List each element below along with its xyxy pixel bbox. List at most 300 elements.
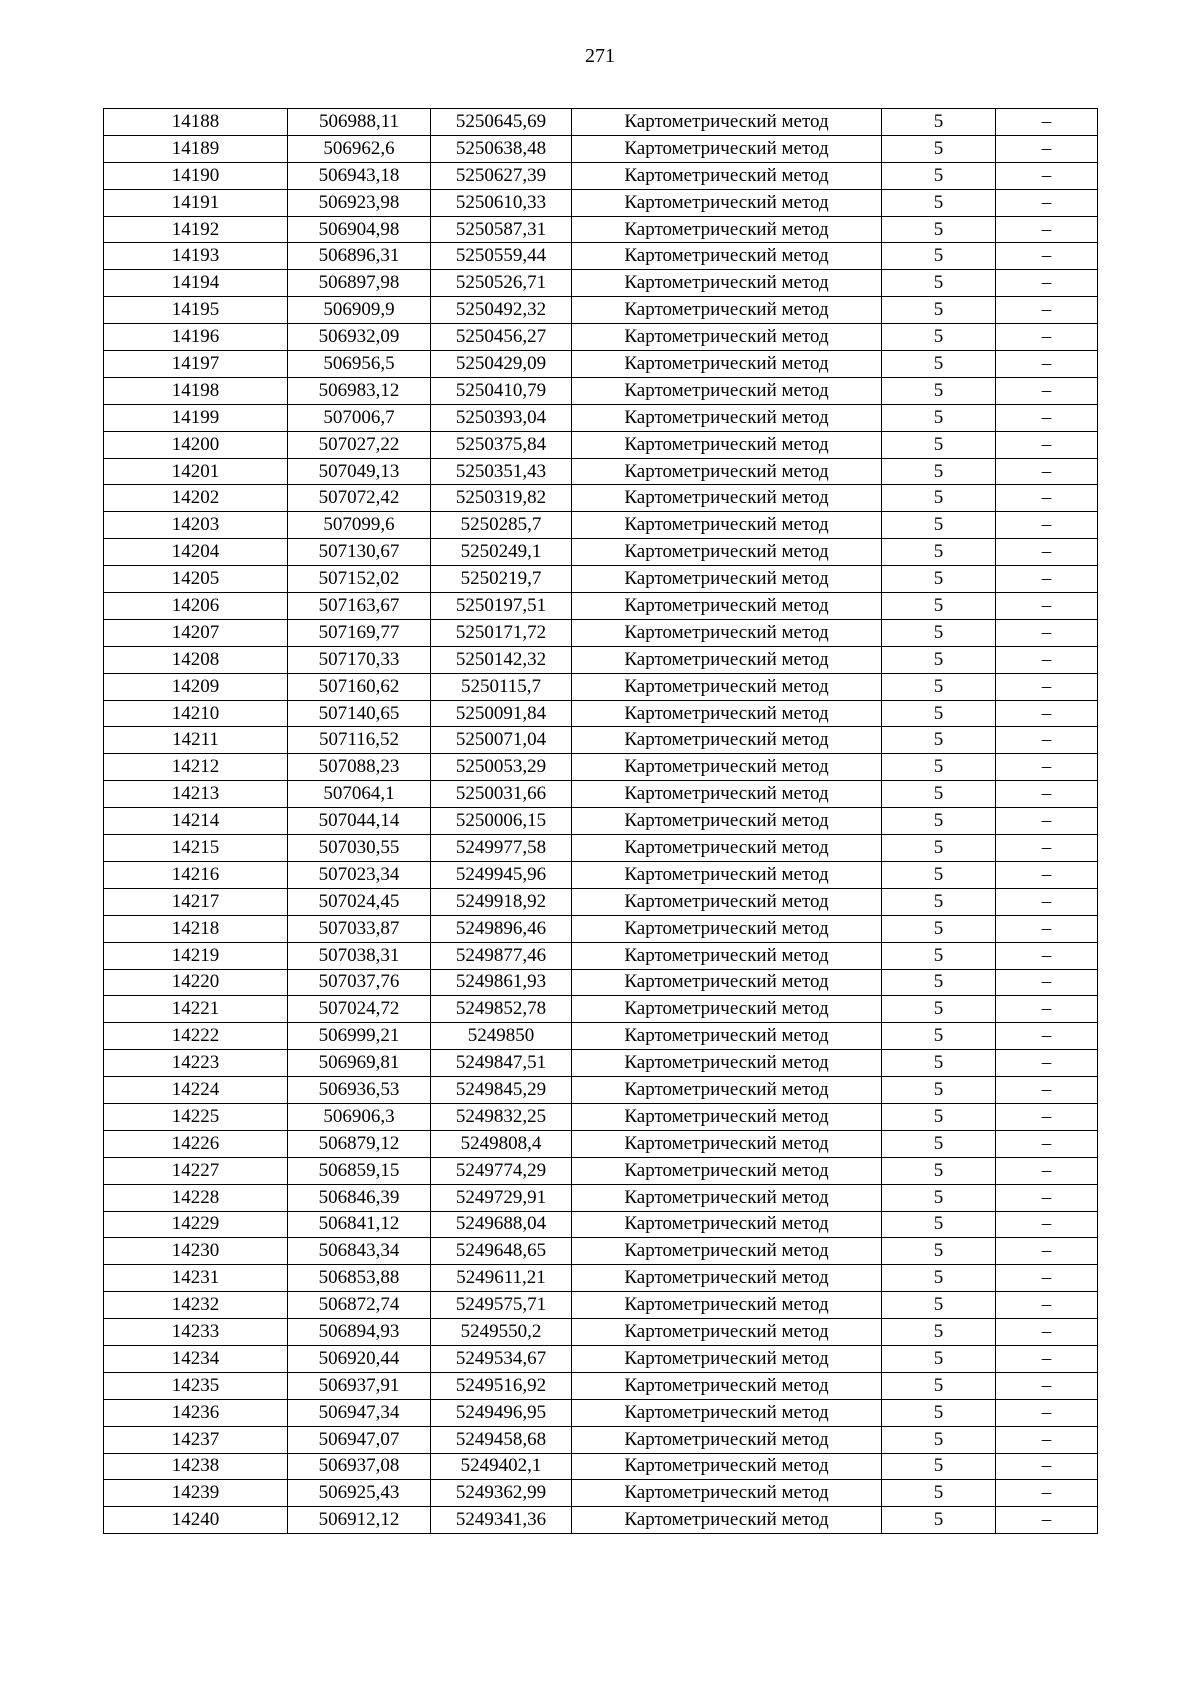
table-row — [104, 1050, 1098, 1077]
accuracy-cell: 5 — [882, 1319, 996, 1346]
description-cell: – — [996, 135, 1098, 162]
method-cell: Картометрический метод — [572, 1265, 882, 1292]
y-coordinate-cell: 5250610,33 — [431, 189, 572, 216]
method-cell: Картометрический метод — [572, 377, 882, 404]
accuracy-cell: 5 — [882, 593, 996, 620]
y-coordinate-cell: 5250171,72 — [431, 619, 572, 646]
description-cell: – — [996, 1184, 1098, 1211]
method-cell: Картометрический метод — [572, 942, 882, 969]
description-cell: – — [996, 808, 1098, 835]
table-row — [104, 835, 1098, 862]
description-cell: – — [996, 109, 1098, 136]
y-coordinate-cell: 5249945,96 — [431, 861, 572, 888]
method-cell: Картометрический метод — [572, 270, 882, 297]
table-row — [104, 1184, 1098, 1211]
description-cell: – — [996, 996, 1098, 1023]
method-cell: Картометрический метод — [572, 673, 882, 700]
accuracy-cell: 5 — [882, 888, 996, 915]
table-row — [104, 888, 1098, 915]
method-cell: Картометрический метод — [572, 1399, 882, 1426]
method-cell: Картометрический метод — [572, 109, 882, 136]
y-coordinate-cell: 5250393,04 — [431, 404, 572, 431]
table-row — [104, 1426, 1098, 1453]
method-cell: Картометрический метод — [572, 996, 882, 1023]
point-number-cell: 14233 — [104, 1319, 288, 1346]
method-cell: Картометрический метод — [572, 485, 882, 512]
method-cell: Картометрический метод — [572, 861, 882, 888]
y-coordinate-cell: 5250492,32 — [431, 297, 572, 324]
method-cell: Картометрический метод — [572, 915, 882, 942]
point-number-cell: 14208 — [104, 646, 288, 673]
method-cell: Картометрический метод — [572, 566, 882, 593]
accuracy-cell: 5 — [882, 1238, 996, 1265]
y-coordinate-cell: 5249729,91 — [431, 1184, 572, 1211]
y-coordinate-cell: 5250142,32 — [431, 646, 572, 673]
description-cell: – — [996, 1265, 1098, 1292]
x-coordinate-cell: 507006,7 — [288, 404, 431, 431]
y-coordinate-cell: 5249877,46 — [431, 942, 572, 969]
x-coordinate-cell: 507023,34 — [288, 861, 431, 888]
point-number-cell: 14212 — [104, 754, 288, 781]
y-coordinate-cell: 5250091,84 — [431, 700, 572, 727]
table-row — [104, 1399, 1098, 1426]
coordinates-table — [103, 108, 1098, 1534]
method-cell: Картометрический метод — [572, 1453, 882, 1480]
y-coordinate-cell: 5250410,79 — [431, 377, 572, 404]
description-cell: – — [996, 754, 1098, 781]
point-number-cell: 14200 — [104, 431, 288, 458]
y-coordinate-cell: 5250053,29 — [431, 754, 572, 781]
method-cell: Картометрический метод — [572, 1507, 882, 1534]
y-coordinate-cell: 5249516,92 — [431, 1372, 572, 1399]
table-row — [104, 458, 1098, 485]
description-cell: – — [996, 1426, 1098, 1453]
y-coordinate-cell: 5249861,93 — [431, 969, 572, 996]
table-row — [104, 189, 1098, 216]
method-cell: Картометрический метод — [572, 1184, 882, 1211]
x-coordinate-cell: 507140,65 — [288, 700, 431, 727]
y-coordinate-cell: 5249918,92 — [431, 888, 572, 915]
table-row — [104, 1265, 1098, 1292]
method-cell: Картометрический метод — [572, 888, 882, 915]
accuracy-cell: 5 — [882, 1480, 996, 1507]
accuracy-cell: 5 — [882, 646, 996, 673]
y-coordinate-cell: 5249550,2 — [431, 1319, 572, 1346]
method-cell: Картометрический метод — [572, 1372, 882, 1399]
page-number: 271 — [585, 45, 615, 67]
point-number-cell: 14195 — [104, 297, 288, 324]
accuracy-cell: 5 — [882, 1292, 996, 1319]
y-coordinate-cell: 5249688,04 — [431, 1211, 572, 1238]
x-coordinate-cell: 506932,09 — [288, 324, 431, 351]
method-cell: Картометрический метод — [572, 1050, 882, 1077]
y-coordinate-cell: 5249977,58 — [431, 835, 572, 862]
accuracy-cell: 5 — [882, 1130, 996, 1157]
x-coordinate-cell: 506912,12 — [288, 1507, 431, 1534]
method-cell: Картометрический метод — [572, 808, 882, 835]
point-number-cell: 14215 — [104, 835, 288, 862]
point-number-cell: 14204 — [104, 539, 288, 566]
table-row — [104, 646, 1098, 673]
accuracy-cell: 5 — [882, 1399, 996, 1426]
accuracy-cell: 5 — [882, 377, 996, 404]
method-cell: Картометрический метод — [572, 1480, 882, 1507]
point-number-cell: 14236 — [104, 1399, 288, 1426]
point-number-cell: 14217 — [104, 888, 288, 915]
table-row — [104, 1372, 1098, 1399]
x-coordinate-cell: 506904,98 — [288, 216, 431, 243]
y-coordinate-cell: 5250219,7 — [431, 566, 572, 593]
table-row — [104, 539, 1098, 566]
description-cell: – — [996, 1399, 1098, 1426]
accuracy-cell: 5 — [882, 109, 996, 136]
x-coordinate-cell: 506843,34 — [288, 1238, 431, 1265]
y-coordinate-cell: 5249808,4 — [431, 1130, 572, 1157]
accuracy-cell: 5 — [882, 969, 996, 996]
description-cell: – — [996, 1023, 1098, 1050]
point-number-cell: 14202 — [104, 485, 288, 512]
method-cell: Картометрический метод — [572, 189, 882, 216]
x-coordinate-cell: 507160,62 — [288, 673, 431, 700]
x-coordinate-cell: 507033,87 — [288, 915, 431, 942]
description-cell: – — [996, 1345, 1098, 1372]
accuracy-cell: 5 — [882, 1211, 996, 1238]
table-row — [104, 593, 1098, 620]
y-coordinate-cell: 5249845,29 — [431, 1077, 572, 1104]
y-coordinate-cell: 5250006,15 — [431, 808, 572, 835]
y-coordinate-cell: 5249832,25 — [431, 1103, 572, 1130]
accuracy-cell: 5 — [882, 915, 996, 942]
x-coordinate-cell: 507037,76 — [288, 969, 431, 996]
x-coordinate-cell: 506923,98 — [288, 189, 431, 216]
point-number-cell: 14230 — [104, 1238, 288, 1265]
y-coordinate-cell: 5250587,31 — [431, 216, 572, 243]
x-coordinate-cell: 506983,12 — [288, 377, 431, 404]
description-cell: – — [996, 377, 1098, 404]
method-cell: Картометрический метод — [572, 512, 882, 539]
table-row — [104, 297, 1098, 324]
coordinates-table-body — [104, 109, 1098, 1534]
accuracy-cell: 5 — [882, 1453, 996, 1480]
description-cell: – — [996, 888, 1098, 915]
x-coordinate-cell: 506943,18 — [288, 162, 431, 189]
y-coordinate-cell: 5249341,36 — [431, 1507, 572, 1534]
table-row — [104, 996, 1098, 1023]
table-row — [104, 243, 1098, 270]
table-row — [104, 781, 1098, 808]
y-coordinate-cell: 5249402,1 — [431, 1453, 572, 1480]
accuracy-cell: 5 — [882, 189, 996, 216]
description-cell: – — [996, 1077, 1098, 1104]
point-number-cell: 14229 — [104, 1211, 288, 1238]
description-cell: – — [996, 539, 1098, 566]
y-coordinate-cell: 5249847,51 — [431, 1050, 572, 1077]
x-coordinate-cell: 506936,53 — [288, 1077, 431, 1104]
method-cell: Картометрический метод — [572, 162, 882, 189]
table-row — [104, 431, 1098, 458]
y-coordinate-cell: 5250638,48 — [431, 135, 572, 162]
point-number-cell: 14225 — [104, 1103, 288, 1130]
table-row — [104, 1023, 1098, 1050]
point-number-cell: 14221 — [104, 996, 288, 1023]
point-number-cell: 14240 — [104, 1507, 288, 1534]
accuracy-cell: 5 — [882, 485, 996, 512]
point-number-cell: 14199 — [104, 404, 288, 431]
description-cell: – — [996, 915, 1098, 942]
table-row — [104, 1130, 1098, 1157]
x-coordinate-cell: 506872,74 — [288, 1292, 431, 1319]
accuracy-cell: 5 — [882, 1077, 996, 1104]
y-coordinate-cell: 5250197,51 — [431, 593, 572, 620]
x-coordinate-cell: 507064,1 — [288, 781, 431, 808]
point-number-cell: 14197 — [104, 351, 288, 378]
description-cell: – — [996, 189, 1098, 216]
accuracy-cell: 5 — [882, 1103, 996, 1130]
table-row — [104, 1292, 1098, 1319]
description-cell: – — [996, 485, 1098, 512]
description-cell: – — [996, 727, 1098, 754]
x-coordinate-cell: 507049,13 — [288, 458, 431, 485]
point-number-cell: 14220 — [104, 969, 288, 996]
point-number-cell: 14198 — [104, 377, 288, 404]
y-coordinate-cell: 5250249,1 — [431, 539, 572, 566]
table-row — [104, 673, 1098, 700]
table-row — [104, 1319, 1098, 1346]
table-row — [104, 109, 1098, 136]
point-number-cell: 14206 — [104, 593, 288, 620]
x-coordinate-cell: 507152,02 — [288, 566, 431, 593]
method-cell: Картометрический метод — [572, 539, 882, 566]
y-coordinate-cell: 5250429,09 — [431, 351, 572, 378]
accuracy-cell: 5 — [882, 942, 996, 969]
x-coordinate-cell: 506879,12 — [288, 1130, 431, 1157]
point-number-cell: 14223 — [104, 1050, 288, 1077]
table-row — [104, 1507, 1098, 1534]
table-row — [104, 324, 1098, 351]
description-cell: – — [996, 324, 1098, 351]
point-number-cell: 14219 — [104, 942, 288, 969]
point-number-cell: 14191 — [104, 189, 288, 216]
description-cell: – — [996, 1238, 1098, 1265]
accuracy-cell: 5 — [882, 754, 996, 781]
accuracy-cell: 5 — [882, 1023, 996, 1050]
accuracy-cell: 5 — [882, 458, 996, 485]
point-number-cell: 14238 — [104, 1453, 288, 1480]
x-coordinate-cell: 506894,93 — [288, 1319, 431, 1346]
description-cell: – — [996, 1507, 1098, 1534]
description-cell: – — [996, 673, 1098, 700]
table-row — [104, 1453, 1098, 1480]
y-coordinate-cell: 5250456,27 — [431, 324, 572, 351]
x-coordinate-cell: 507099,6 — [288, 512, 431, 539]
description-cell: – — [996, 646, 1098, 673]
accuracy-cell: 5 — [882, 297, 996, 324]
y-coordinate-cell: 5249896,46 — [431, 915, 572, 942]
point-number-cell: 14193 — [104, 243, 288, 270]
accuracy-cell: 5 — [882, 673, 996, 700]
x-coordinate-cell: 507038,31 — [288, 942, 431, 969]
x-coordinate-cell: 506897,98 — [288, 270, 431, 297]
table-row — [104, 1211, 1098, 1238]
method-cell: Картометрический метод — [572, 1077, 882, 1104]
point-number-cell: 14234 — [104, 1345, 288, 1372]
x-coordinate-cell: 506853,88 — [288, 1265, 431, 1292]
y-coordinate-cell: 5249852,78 — [431, 996, 572, 1023]
x-coordinate-cell: 507088,23 — [288, 754, 431, 781]
accuracy-cell: 5 — [882, 619, 996, 646]
y-coordinate-cell: 5249611,21 — [431, 1265, 572, 1292]
description-cell: – — [996, 781, 1098, 808]
description-cell: – — [996, 593, 1098, 620]
description-cell: – — [996, 1292, 1098, 1319]
description-cell: – — [996, 1453, 1098, 1480]
y-coordinate-cell: 5250375,84 — [431, 431, 572, 458]
description-cell: – — [996, 351, 1098, 378]
description-cell: – — [996, 512, 1098, 539]
point-number-cell: 14216 — [104, 861, 288, 888]
point-number-cell: 14214 — [104, 808, 288, 835]
table-row — [104, 969, 1098, 996]
y-coordinate-cell: 5249850 — [431, 1023, 572, 1050]
method-cell: Картометрический метод — [572, 243, 882, 270]
description-cell: – — [996, 861, 1098, 888]
point-number-cell: 14205 — [104, 566, 288, 593]
method-cell: Картометрический метод — [572, 646, 882, 673]
y-coordinate-cell: 5249575,71 — [431, 1292, 572, 1319]
y-coordinate-cell: 5250351,43 — [431, 458, 572, 485]
method-cell: Картометрический метод — [572, 969, 882, 996]
y-coordinate-cell: 5250627,39 — [431, 162, 572, 189]
description-cell: – — [996, 162, 1098, 189]
table-row — [104, 270, 1098, 297]
method-cell: Картометрический метод — [572, 619, 882, 646]
table-row — [104, 216, 1098, 243]
y-coordinate-cell: 5250285,7 — [431, 512, 572, 539]
x-coordinate-cell: 506841,12 — [288, 1211, 431, 1238]
table-row — [104, 1157, 1098, 1184]
y-coordinate-cell: 5250031,66 — [431, 781, 572, 808]
accuracy-cell: 5 — [882, 216, 996, 243]
x-coordinate-cell: 507027,22 — [288, 431, 431, 458]
accuracy-cell: 5 — [882, 539, 996, 566]
accuracy-cell: 5 — [882, 1507, 996, 1534]
table-row — [104, 512, 1098, 539]
accuracy-cell: 5 — [882, 861, 996, 888]
description-cell: – — [996, 1130, 1098, 1157]
point-number-cell: 14211 — [104, 727, 288, 754]
point-number-cell: 14226 — [104, 1130, 288, 1157]
table-row — [104, 135, 1098, 162]
method-cell: Картометрический метод — [572, 1103, 882, 1130]
description-cell: – — [996, 216, 1098, 243]
accuracy-cell: 5 — [882, 835, 996, 862]
point-number-cell: 14232 — [104, 1292, 288, 1319]
table-row — [104, 377, 1098, 404]
point-number-cell: 14213 — [104, 781, 288, 808]
method-cell: Картометрический метод — [572, 727, 882, 754]
table-row — [104, 1238, 1098, 1265]
point-number-cell: 14194 — [104, 270, 288, 297]
method-cell: Картометрический метод — [572, 1292, 882, 1319]
x-coordinate-cell: 506947,07 — [288, 1426, 431, 1453]
y-coordinate-cell: 5250319,82 — [431, 485, 572, 512]
x-coordinate-cell: 506859,15 — [288, 1157, 431, 1184]
accuracy-cell: 5 — [882, 351, 996, 378]
method-cell: Картометрический метод — [572, 1319, 882, 1346]
x-coordinate-cell: 506906,3 — [288, 1103, 431, 1130]
description-cell: – — [996, 1319, 1098, 1346]
method-cell: Картометрический метод — [572, 216, 882, 243]
description-cell: – — [996, 700, 1098, 727]
accuracy-cell: 5 — [882, 404, 996, 431]
x-coordinate-cell: 506925,43 — [288, 1480, 431, 1507]
x-coordinate-cell: 506896,31 — [288, 243, 431, 270]
x-coordinate-cell: 506947,34 — [288, 1399, 431, 1426]
method-cell: Картометрический метод — [572, 404, 882, 431]
x-coordinate-cell: 507044,14 — [288, 808, 431, 835]
point-number-cell: 14224 — [104, 1077, 288, 1104]
method-cell: Картометрический метод — [572, 1345, 882, 1372]
description-cell: – — [996, 458, 1098, 485]
table-row — [104, 619, 1098, 646]
point-number-cell: 14190 — [104, 162, 288, 189]
description-cell: – — [996, 835, 1098, 862]
y-coordinate-cell: 5249774,29 — [431, 1157, 572, 1184]
y-coordinate-cell: 5250115,7 — [431, 673, 572, 700]
y-coordinate-cell: 5249362,99 — [431, 1480, 572, 1507]
accuracy-cell: 5 — [882, 996, 996, 1023]
table-row — [104, 1077, 1098, 1104]
accuracy-cell: 5 — [882, 135, 996, 162]
table-row — [104, 942, 1098, 969]
x-coordinate-cell: 506920,44 — [288, 1345, 431, 1372]
accuracy-cell: 5 — [882, 431, 996, 458]
table-row — [104, 808, 1098, 835]
y-coordinate-cell: 5249496,95 — [431, 1399, 572, 1426]
method-cell: Картометрический метод — [572, 297, 882, 324]
accuracy-cell: 5 — [882, 1426, 996, 1453]
method-cell: Картометрический метод — [572, 458, 882, 485]
description-cell: – — [996, 969, 1098, 996]
x-coordinate-cell: 507170,33 — [288, 646, 431, 673]
accuracy-cell: 5 — [882, 1184, 996, 1211]
description-cell: – — [996, 1050, 1098, 1077]
description-cell: – — [996, 1103, 1098, 1130]
table-row — [104, 162, 1098, 189]
description-cell: – — [996, 619, 1098, 646]
accuracy-cell: 5 — [882, 162, 996, 189]
description-cell: – — [996, 1157, 1098, 1184]
accuracy-cell: 5 — [882, 270, 996, 297]
point-number-cell: 14239 — [104, 1480, 288, 1507]
method-cell: Картометрический метод — [572, 135, 882, 162]
point-number-cell: 14222 — [104, 1023, 288, 1050]
table-row — [104, 351, 1098, 378]
accuracy-cell: 5 — [882, 1372, 996, 1399]
description-cell: – — [996, 1480, 1098, 1507]
table-row — [104, 1345, 1098, 1372]
method-cell: Картометрический метод — [572, 1238, 882, 1265]
y-coordinate-cell: 5250559,44 — [431, 243, 572, 270]
x-coordinate-cell: 507072,42 — [288, 485, 431, 512]
method-cell: Картометрический метод — [572, 754, 882, 781]
method-cell: Картометрический метод — [572, 324, 882, 351]
table-row — [104, 754, 1098, 781]
table-row — [104, 1103, 1098, 1130]
point-number-cell: 14209 — [104, 673, 288, 700]
description-cell: – — [996, 297, 1098, 324]
x-coordinate-cell: 507169,77 — [288, 619, 431, 646]
